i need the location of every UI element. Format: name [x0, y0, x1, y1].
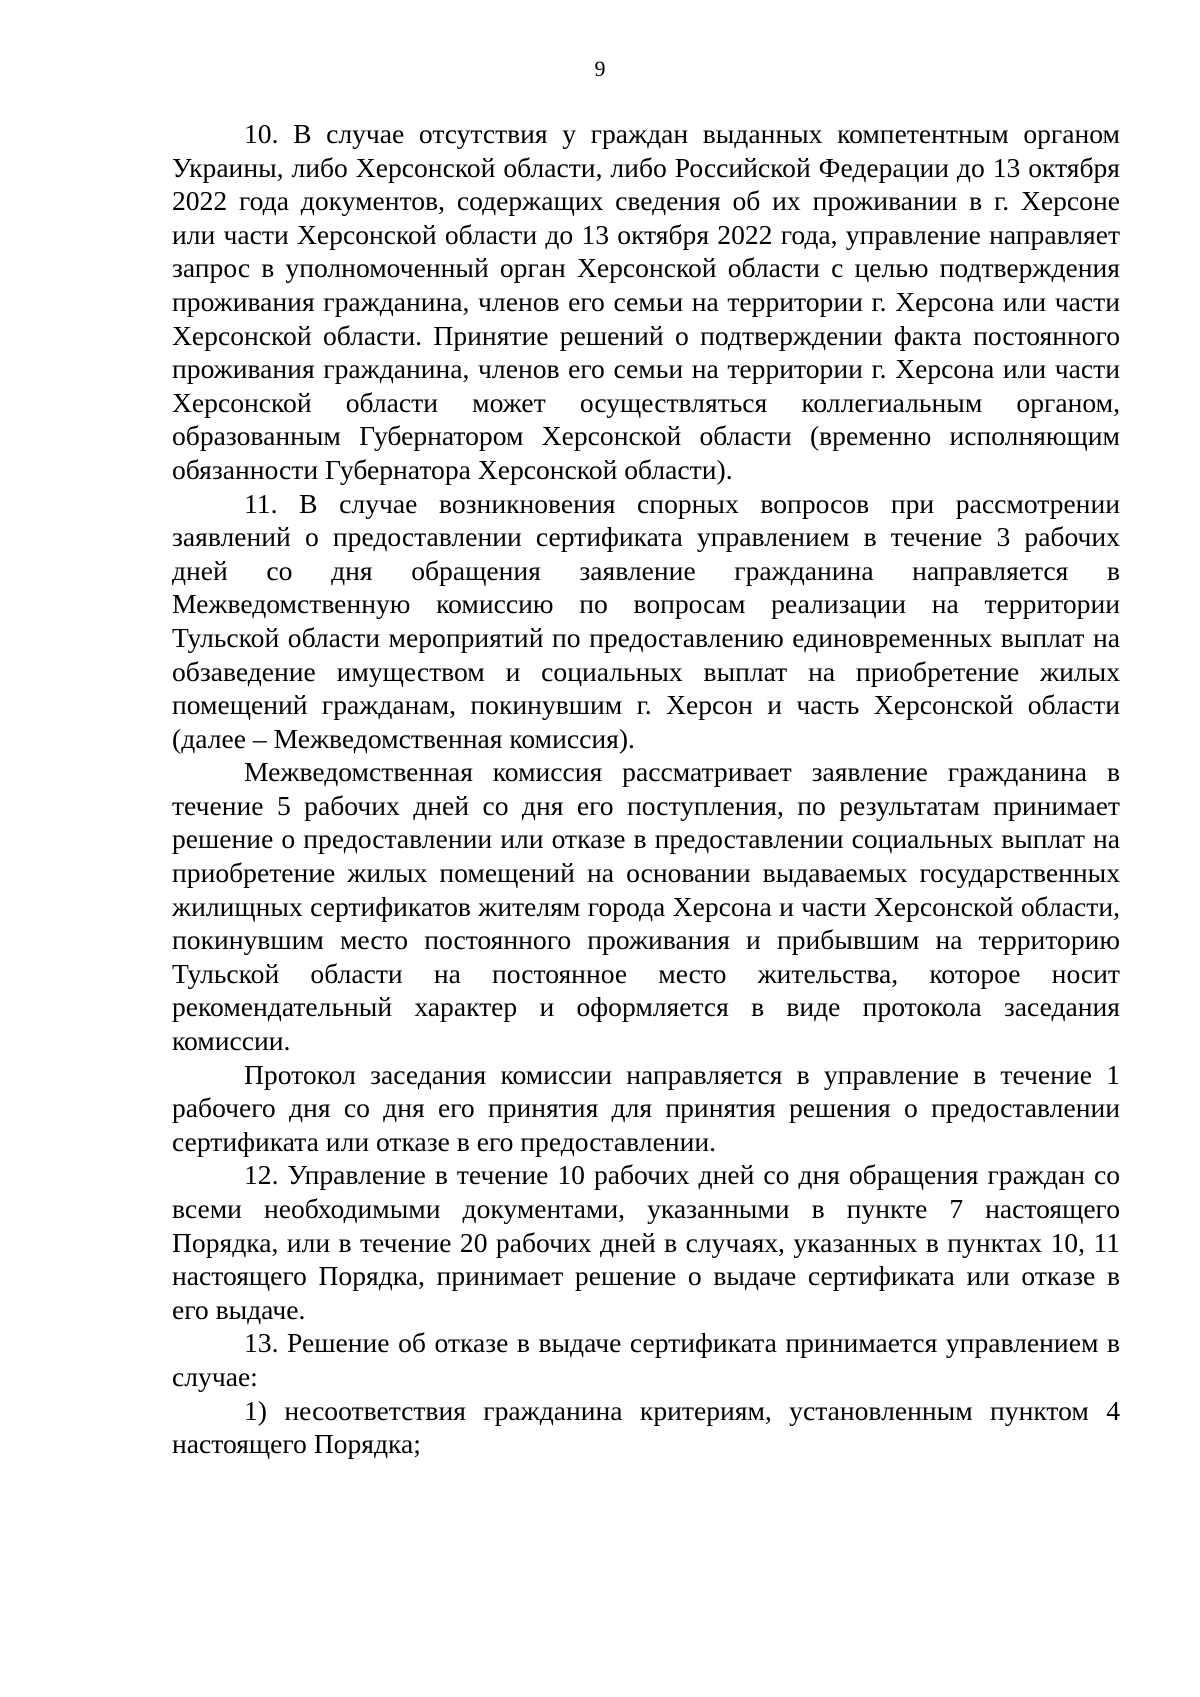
paragraph-item-12: 12. Управление в течение 10 рабочих дней со дня обращения граждан со всеми необходимыми документами, указанными в пункте 7 настоящего Порядка, или в течение 20 рабочих дней в случаях, указанных в пунктах 10, 11 настоящего Порядка, принимает решение о выдаче сертификата или отказе в его выдаче. [172, 1159, 1120, 1325]
paragraph-commission-protocol: Протокол заседания комиссии направляется в управление в течение 1 рабочего дня со дня его принятия для принятия решения о предоставлении сертификата или отказе в его предоставлении. [172, 1058, 1120, 1157]
page-number: 9 [594, 56, 606, 81]
paragraph-item-13: 13. Решение об отказе в выдаче сертификата принимается управлением в случае: [172, 1327, 1120, 1392]
paragraph-commission-review: Межведомственная комиссия рассматривает заявление гражданина в течение 5 рабочих дней со дня его поступления, по результатам принимает решение о предоставлении или отказе в предоставлении социальных выплат на приобретение жилых помещений на основании выдаваемых государственных жилищных сертификатов жителям города Херсона и части Херсонской области, покинувшим место постоянного проживания и прибывшим на территорию Тульской области на постоянное место жительства, которое носит рекомендательный характер и оформляется в виде протокола заседания комиссии. [172, 756, 1120, 1057]
document-body [172, 117, 1120, 1461]
paragraph-subitem-1: 1) несоответствия гражданина критериям, установленным пунктом 4 настоящего Порядка; [172, 1394, 1120, 1460]
paragraph-item-10: 10. В случае отсутствия у граждан выданных компетентным органом Украины, либо Херсонской области, либо Российской Федерации до 13 октября 2022 года документов, содержащих сведения об их проживании в г. Херсоне или части Херсонской области до 13 октября 2022 года, управление направляет запрос в уполномоченный орган Херсонской области с целью подтверждения проживания гражданина, членов его семьи на территории г. Херсона или части Херсонской области. Принятие решений о подтверждении факта постоянного проживания гражданина, членов его семьи на территории г. Херсона или части Херсонской области может осуществляться коллегиальным органом, образованным Губернатором Херсонской области (временно исполняющим обязанности Губернатора Херсонской области). [172, 118, 1120, 485]
paragraph-item-11: 11. В случае возникновения спорных вопросов при рассмотрении заявлений о предоставлении сертификата управлением в течение 3 рабочих дней со дня обращения заявление гражданина направляется в Межведомственную комиссию по вопросам реализации на территории Тульской области мероприятий по предоставлению единовременных выплат на обзаведение имуществом и социальных выплат на приобретение жилых помещений гражданам, покинувшим г. Херсон и часть Херсонской области (далее – Межведомственная комиссия). [172, 487, 1120, 754]
